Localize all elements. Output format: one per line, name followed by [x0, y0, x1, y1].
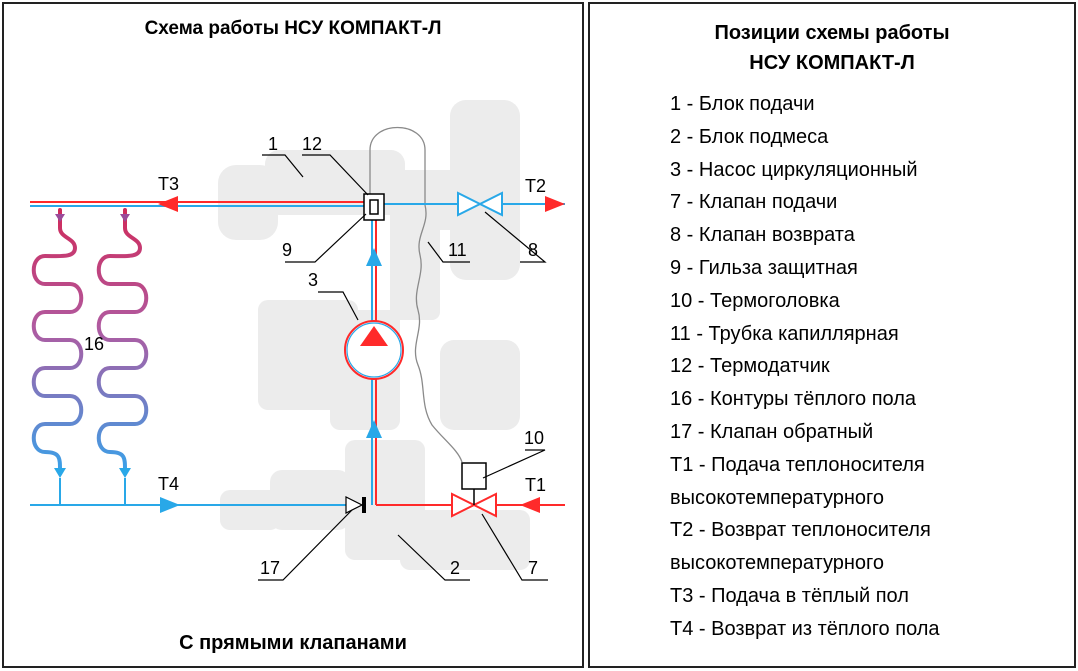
- coil-bottom-arrows: [54, 468, 131, 505]
- port-label-t1: Т1: [525, 475, 547, 495]
- legend-panel: [588, 2, 1076, 668]
- legend-item: 17 - Клапан обратный: [670, 420, 874, 443]
- port-label-t4: Т4: [158, 474, 180, 494]
- legend-item: 12 - Термодатчик: [670, 355, 830, 378]
- legend-item: 3 - Насос циркуляционный: [670, 158, 918, 181]
- legend-item: 1 - Блок подачи: [670, 93, 815, 115]
- flow-arrow-t3: [158, 196, 178, 212]
- legend-item: высокотемпературного: [670, 552, 885, 575]
- legend-item: Т4 - Возврат из тёплого пола: [670, 617, 940, 640]
- port-label-t3: Т3: [158, 174, 180, 194]
- callout-1: 1: [268, 134, 279, 154]
- legend-item: 16 - Контуры тёплого пола: [670, 388, 917, 411]
- legend-item: 11 - Трубка капиллярная: [670, 322, 899, 345]
- port-label-t2: Т2: [525, 176, 547, 196]
- callout-17: 17: [260, 558, 281, 578]
- legend-item: 2 - Блок подмеса: [670, 125, 829, 148]
- callout-7: 7: [528, 558, 539, 578]
- callout-10: 10: [524, 428, 545, 448]
- legend-item: 7 - Клапан подачи: [670, 191, 838, 214]
- legend-title-line-2: НСУ КОМПАКТ-Л: [749, 52, 915, 74]
- legend-title-line-1: Позиции схемы работы: [714, 22, 950, 44]
- flow-arrow-t4: [160, 497, 180, 513]
- legend-item: высокотемпературного: [670, 486, 885, 509]
- legend-item: Т1 - Подача теплоносителя: [670, 453, 925, 476]
- callout-16: 16: [84, 334, 105, 354]
- legend-item: 8 - Клапан возврата: [670, 224, 855, 247]
- callout-8: 8: [528, 240, 539, 260]
- callout-9: 9: [282, 240, 293, 260]
- callout-3: 3: [308, 270, 319, 290]
- legend-item: Т2 - Возврат теплоносителя: [670, 519, 931, 542]
- scheme-title: Схема работы НСУ КОМПАКТ-Л: [144, 18, 442, 39]
- legend-item: 10 - Термоголовка: [670, 289, 840, 312]
- callout-12: 12: [302, 134, 323, 154]
- coil-arrows: [55, 214, 130, 222]
- supply-valve: [452, 463, 496, 516]
- callout-2: 2: [450, 558, 461, 578]
- thermo-sensor: [364, 194, 384, 220]
- scheme-footer: С прямыми клапанами: [179, 632, 407, 654]
- riser-arrow-upper: [366, 248, 382, 266]
- flow-arrow-t2: [545, 196, 565, 212]
- callout-11: 11: [448, 240, 467, 260]
- legend-item: 9 - Гильза защитная: [670, 256, 858, 279]
- legend-list: [670, 88, 940, 646]
- circulation-pump: [345, 321, 403, 379]
- legend-title: [590, 18, 1074, 78]
- legend-item: Т3 - Подача в тёплый пол: [670, 584, 909, 607]
